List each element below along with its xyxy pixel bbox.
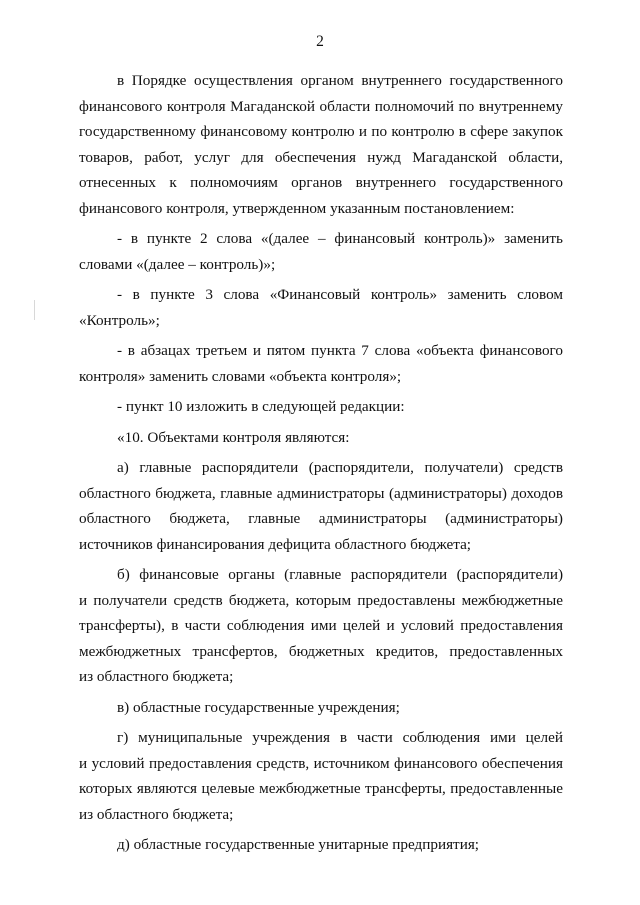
paragraph-line: источников финансирования дефицита областного бюджета; bbox=[79, 535, 472, 553]
paragraph-line: - в пункте 3 слова «Финансовый контроль» заменить словом bbox=[117, 286, 563, 303]
paragraph bbox=[79, 68, 563, 221]
paragraph-line: г) муниципальные учреждения в части соблюдения ими целей bbox=[117, 729, 563, 746]
page-number: 2 bbox=[316, 33, 324, 50]
paragraph bbox=[79, 226, 563, 277]
paragraph-line: контроля» заменить словами «объекта контроля»; bbox=[79, 367, 402, 385]
paragraph-line: областного бюджета, главные администраторы (администраторы) bbox=[79, 510, 563, 527]
paragraph-line: товаров, работ, услуг для обеспечения нужд Магаданской области, bbox=[79, 148, 563, 166]
margin-mark bbox=[34, 300, 35, 320]
paragraph-line: областного бюджета, главные администраторы (администраторы) доходов bbox=[79, 484, 563, 502]
paragraph-line: финансового контроля Магаданской области полномочий по внутреннему bbox=[79, 97, 563, 115]
paragraph-line: б) финансовые органы (главные распорядители (распорядители) bbox=[117, 566, 563, 583]
paragraph-line: «Контроль»; bbox=[79, 311, 160, 329]
paragraph-line: и получатели средств бюджета, которым предоставлены межбюджетные bbox=[79, 591, 563, 609]
paragraph bbox=[79, 562, 563, 690]
paragraph-line: и условий предоставления средств, источником финансового обеспечения bbox=[79, 754, 563, 772]
paragraph-line: из областного бюджета; bbox=[79, 805, 234, 823]
paragraph-line: - в абзацах третьем и пятом пункта 7 слова «объекта финансового bbox=[117, 342, 563, 359]
paragraph-line: а) главные распорядители (распорядители, получатели) средств bbox=[117, 459, 563, 476]
paragraph-line: государственному финансовому контролю и по контролю в сфере закупок bbox=[79, 123, 563, 140]
paragraph-line: в Порядке осуществления органом внутреннего государственного bbox=[117, 72, 563, 89]
paragraph bbox=[79, 282, 563, 333]
paragraph-line: «10. Объектами контроля являются: bbox=[117, 428, 350, 446]
paragraph bbox=[79, 425, 563, 451]
paragraph-line: трансферты), в части соблюдения ими целей и условий предоставления bbox=[79, 617, 563, 634]
paragraph-line: словами «(далее – контроль)»; bbox=[79, 255, 276, 273]
paragraph bbox=[79, 394, 563, 420]
paragraph bbox=[79, 695, 563, 721]
paragraph-line: межбюджетных трансфертов, бюджетных кредитов, предоставленных bbox=[79, 642, 563, 660]
paragraph bbox=[79, 725, 563, 827]
paragraph-line: д) областные государственные унитарные предприятия; bbox=[117, 836, 480, 853]
paragraph-line: - пункт 10 изложить в следующей редакции: bbox=[117, 398, 405, 415]
paragraph-line: из областного бюджета; bbox=[79, 668, 234, 685]
paragraph-line: - в пункте 2 слова «(далее – финансовый контроль)» заменить bbox=[117, 230, 563, 247]
paragraph-line: отнесенных к полномочиям органов внутреннего государственного bbox=[79, 174, 563, 191]
document-body bbox=[79, 68, 563, 863]
paragraph-line: которых являются целевые межбюджетные трансферты, предоставленные bbox=[79, 780, 563, 797]
paragraph-line: финансового контроля, утвержденном указанным постановлением: bbox=[79, 199, 515, 217]
paragraph bbox=[79, 338, 563, 389]
paragraph bbox=[79, 832, 563, 858]
paragraph-line: в) областные государственные учреждения; bbox=[117, 698, 400, 716]
paragraph bbox=[79, 455, 563, 557]
